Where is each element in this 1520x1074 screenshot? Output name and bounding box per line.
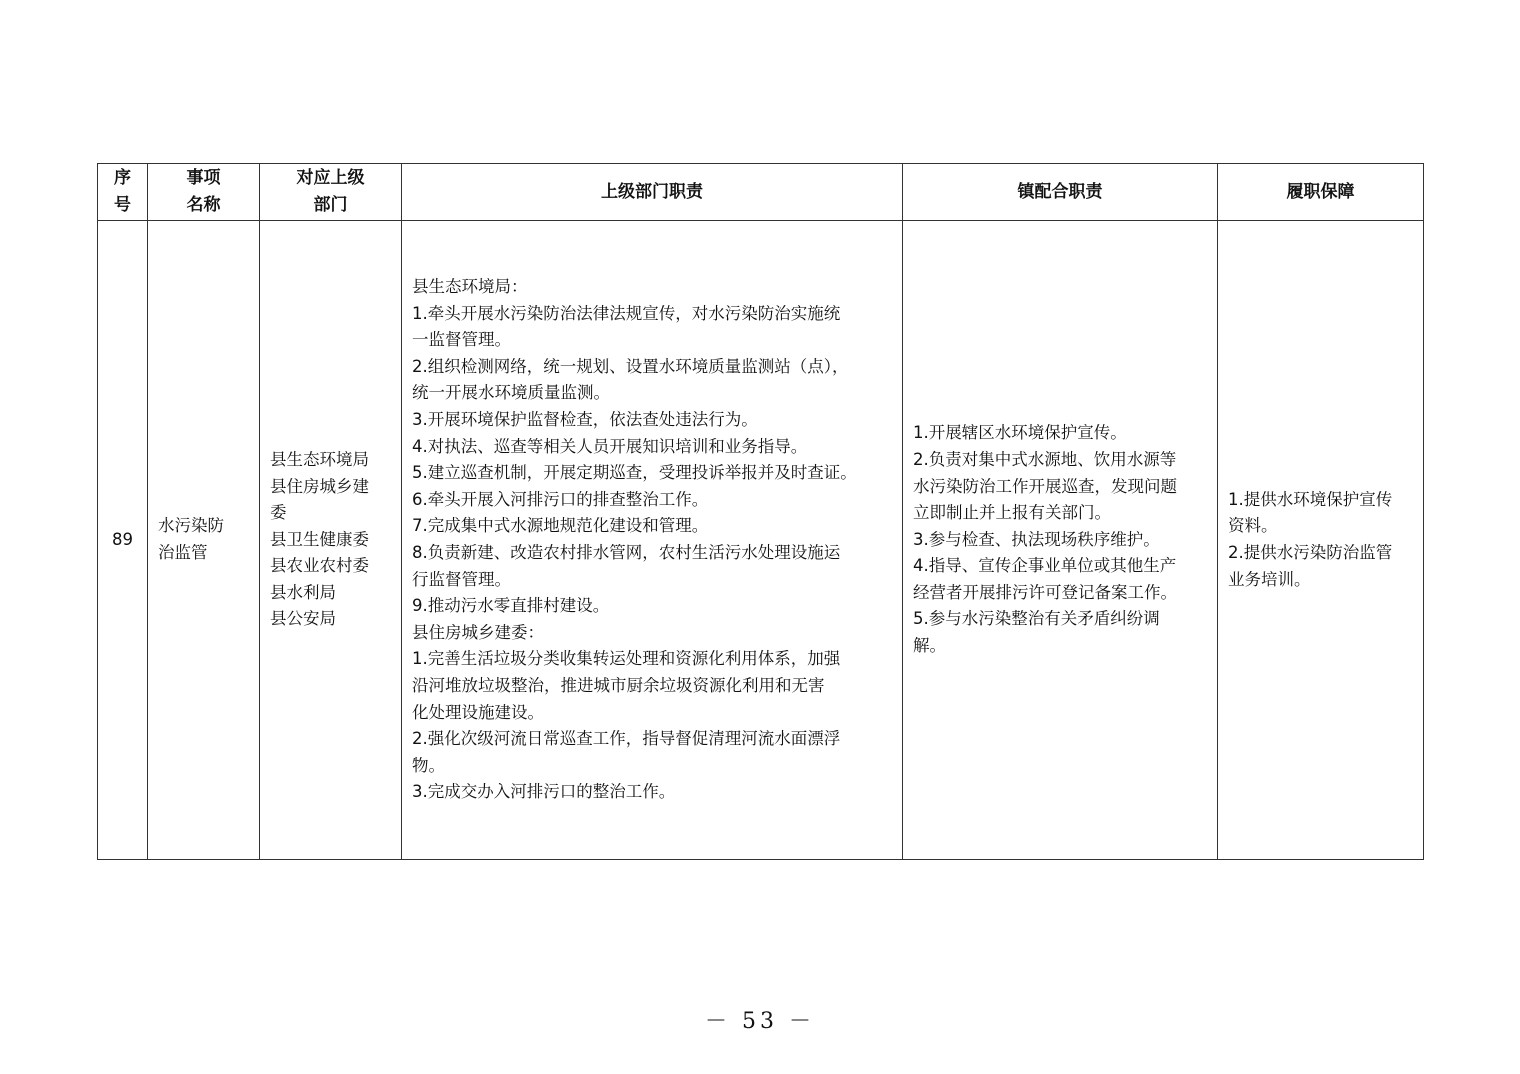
- town-duty-line: 5.参与水污染整治有关矛盾纠纷调: [913, 609, 1160, 629]
- row-town-duties: [903, 221, 1218, 860]
- upper-duty-line: 2.强化次级河流日常巡查工作，指导督促清理河流水面漂浮: [412, 729, 841, 749]
- table-row: [98, 221, 1424, 860]
- upper-duty-line: 8.负责新建、改造农村排水管网，农村生活污水处理设施运: [412, 543, 841, 562]
- page-number: － 53 －: [705, 1009, 815, 1034]
- town-duty-line: 4.指导、宣传企事业单位或其他生产: [913, 556, 1177, 576]
- dept-line: 县农业农村委: [270, 556, 369, 576]
- town-duty-line: 立即制止并上报有关部门。: [913, 503, 1111, 523]
- header-town-duties: 镇配合职责: [903, 164, 1218, 221]
- upper-duty-line: 1.牵头开展水污染防治法律法规宣传，对水污染防治实施统: [412, 303, 841, 323]
- guarantee-line: 2.提供水污染防治监管: [1228, 543, 1393, 562]
- dept-line: 县生态环境局: [270, 449, 369, 469]
- header-guarantee: 履职保障: [1218, 164, 1424, 221]
- upper-duty-line: 县住房城乡建委：: [412, 622, 544, 642]
- row-item-name: [148, 221, 260, 860]
- town-duty-line: 3.参与检查、执法现场秩序维护。: [913, 529, 1160, 549]
- row-departments: [260, 221, 402, 860]
- town-duty-line: 1.开展辖区水环境保护宣传。: [913, 423, 1127, 443]
- header-seq-line2: 号: [114, 195, 131, 215]
- upper-duty-line: 1.完善生活垃圾分类收集转运处理和资源化利用体系，加强: [412, 649, 841, 669]
- guarantee-line: 业务培训。: [1228, 569, 1311, 589]
- upper-duty-line: 3.完成交办入河排污口的整治工作。: [412, 782, 676, 802]
- upper-duty-line: 3.开展环境保护监督检查，依法查处违法行为。: [412, 410, 758, 430]
- header-seq-line1: 序: [114, 168, 131, 188]
- guarantee-line: 资料。: [1228, 516, 1278, 536]
- row-seq: 89: [98, 221, 148, 860]
- dept-line: 县公安局: [270, 609, 336, 629]
- town-duty-line: 水污染防治工作开展巡查，发现问题: [913, 476, 1177, 496]
- upper-duty-line: 行监督管理。: [412, 569, 511, 589]
- guarantee-line: 1.提供水环境保护宣传: [1228, 489, 1393, 509]
- upper-duty-line: 9.推动污水零直排村建设。: [412, 596, 610, 616]
- dept-line: 县卫生健康委: [270, 529, 369, 549]
- town-duty-line: 2.负责对集中式水源地、饮用水源等: [913, 449, 1177, 469]
- row-upper-duties: [402, 221, 903, 860]
- item-name-line: 水污染防: [158, 516, 224, 536]
- header-dept: [260, 164, 402, 221]
- upper-duty-line: 4.对执法、巡查等相关人员开展知识培训和业务指导。: [412, 436, 808, 456]
- upper-duty-line: 5.建立巡查机制，开展定期巡查，受理投诉举报并及时查证。: [412, 463, 857, 483]
- item-name-line: 治监管: [158, 543, 208, 562]
- header-dept-line2: 部门: [313, 195, 348, 215]
- header-item-name: [148, 164, 260, 221]
- responsibility-table: [97, 163, 1424, 860]
- header-dept-line1: 对应上级: [296, 168, 365, 188]
- upper-duty-line: 2.组织检测网络，统一规划、设置水环境质量监测站（点），: [412, 356, 849, 376]
- row-guarantee: [1218, 221, 1424, 860]
- header-seq: [98, 164, 148, 221]
- town-duty-line: 解。: [913, 636, 946, 656]
- upper-duty-line: 6.牵头开展入河排污口的排查整治工作。: [412, 489, 709, 509]
- header-upper-duties: 上级部门职责: [402, 164, 903, 221]
- header-item-line1: 事项: [186, 168, 221, 188]
- upper-duty-line: 县生态环境局：: [412, 277, 528, 297]
- header-item-line2: 名称: [186, 195, 221, 215]
- dept-line: 县住房城乡建: [270, 476, 369, 496]
- upper-duty-line: 一监督管理。: [412, 330, 511, 350]
- upper-duty-line: 沿河堆放垃圾整治，推进城市厨余垃圾资源化利用和无害: [412, 675, 825, 695]
- header-row: [98, 164, 1424, 221]
- dept-line: 委: [270, 503, 287, 523]
- upper-duty-line: 物。: [412, 755, 445, 775]
- town-duty-line: 经营者开展排污许可登记备案工作。: [913, 582, 1177, 602]
- upper-duty-line: 统一开展水环境质量监测。: [412, 383, 610, 403]
- upper-duty-line: 7.完成集中式水源地规范化建设和管理。: [412, 516, 709, 536]
- dept-line: 县水利局: [270, 582, 336, 602]
- upper-duty-line: 化处理设施建设。: [412, 702, 544, 722]
